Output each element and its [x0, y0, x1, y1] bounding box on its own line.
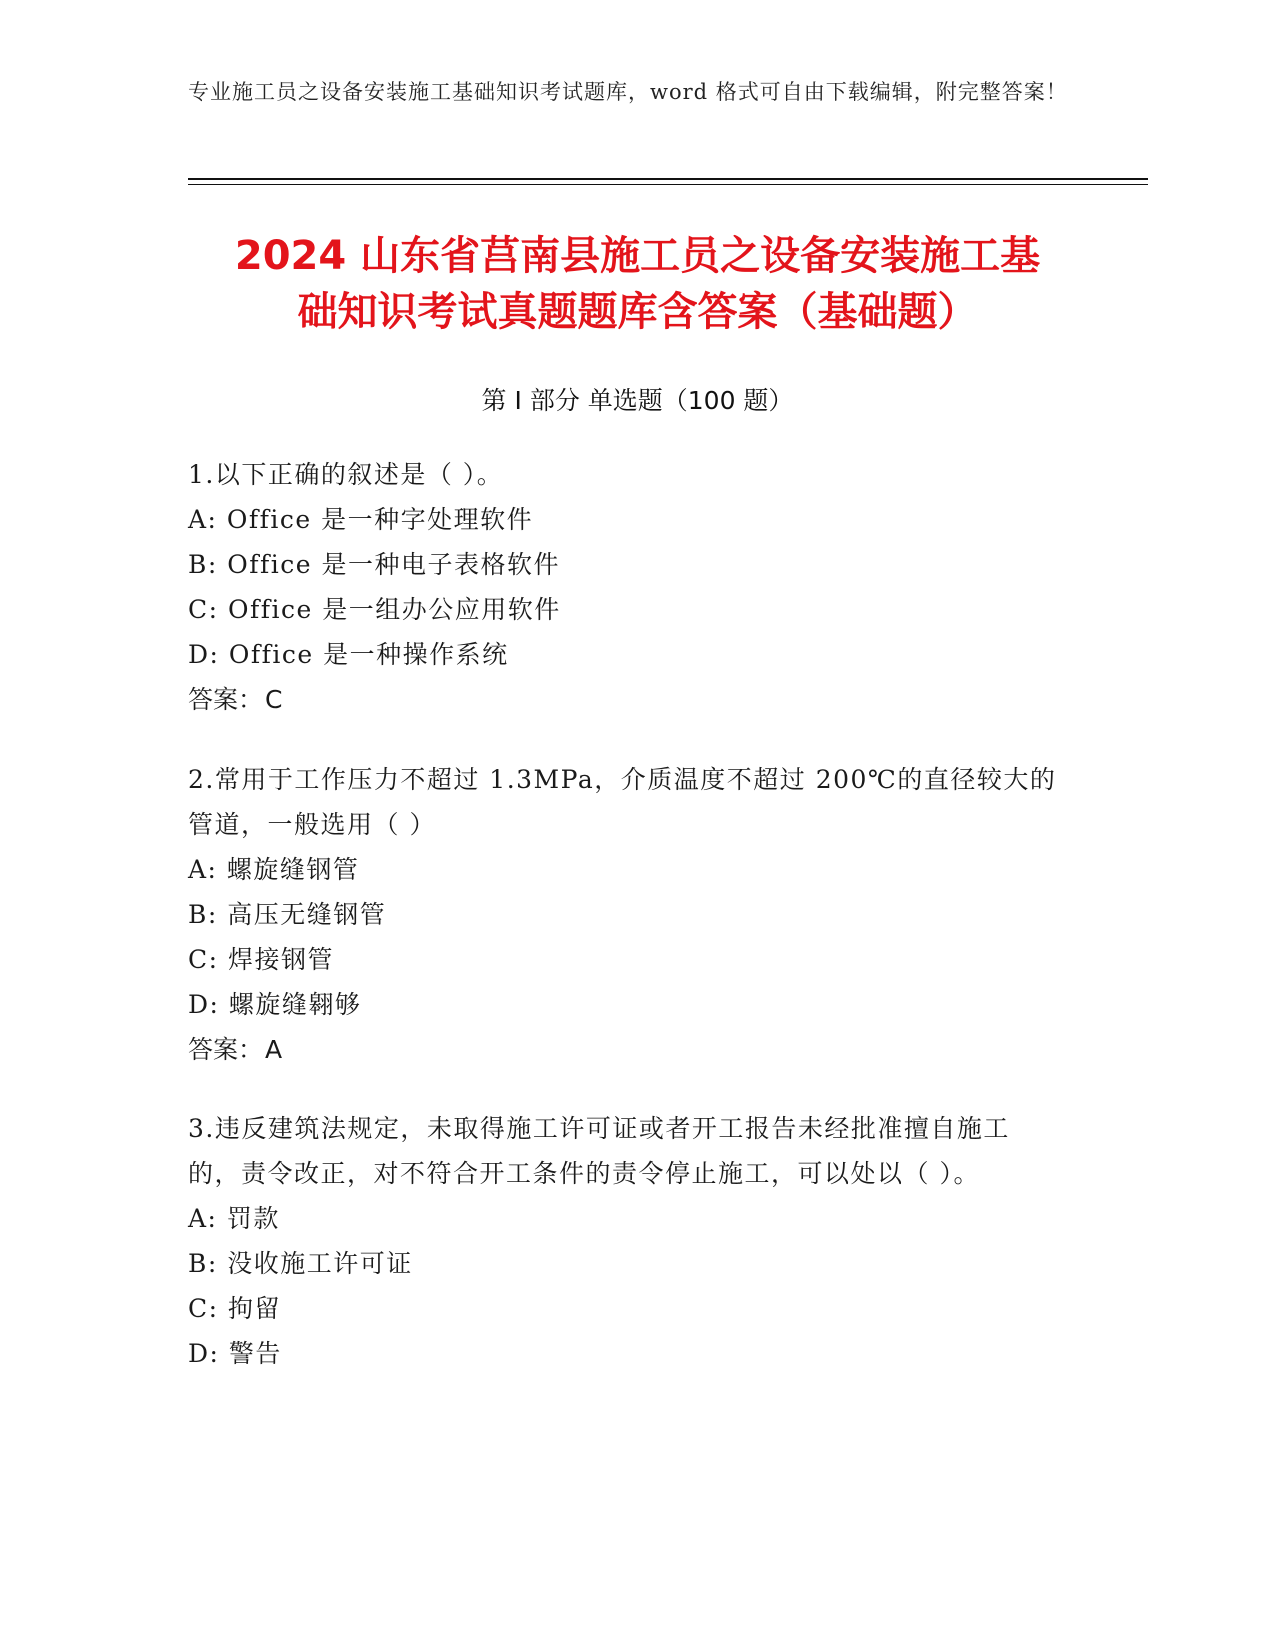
option-d: D: Office 是一种操作系统: [188, 640, 509, 669]
question-stem: 2.常用于工作压力不超过 1.3MPa，介质温度不超过 200℃的直径较大的管道，一般选用（ ）: [188, 765, 1057, 839]
option-c: C: 拘留: [188, 1294, 281, 1323]
option-b: B: 高压无缝钢管: [188, 900, 387, 929]
option-b: B: 没收施工许可证: [188, 1249, 413, 1278]
question-3: [188, 1106, 1058, 1376]
answer-value: C: [265, 685, 283, 714]
option-a: A: 螺旋缝钢管: [188, 855, 360, 884]
option-b: B: Office 是一种电子表格软件: [188, 550, 560, 579]
section-title: 第 I 部分 单选题（100 题）: [481, 386, 794, 415]
header-rule-thin: [188, 184, 1148, 185]
title-line-2: 础知识考试真题题库含答案（基础题）: [297, 289, 978, 335]
header-note: 专业施工员之设备安装施工基础知识考试题库，word 格式可自由下载编辑，附完整答案！: [188, 80, 1068, 104]
question-1: [188, 452, 1058, 722]
question-2: [188, 757, 1058, 1072]
answer-label: 答案：: [188, 685, 264, 714]
option-a: A: Office 是一种字处理软件: [188, 505, 534, 534]
document-title: [160, 228, 1115, 340]
title-line-1: 2024 山东省莒南县施工员之设备安装施工基: [234, 233, 1041, 279]
answer-value: A: [265, 1035, 283, 1064]
option-c: C: Office 是一组办公应用软件: [188, 595, 561, 624]
option-a: A: 罚款: [188, 1204, 280, 1233]
question-stem: 3.违反建筑法规定，未取得施工许可证或者开工报告未经批准擅自施工的，责令改正，对不符合开工条件的责令停止施工，可以处以（ ）。: [188, 1114, 1010, 1188]
question-stem: 1.以下正确的叙述是（ ）。: [188, 460, 504, 489]
answer-line: [188, 677, 1058, 722]
option-d: D: 螺旋缝翱够: [188, 990, 362, 1019]
option-c: C: 焊接钢管: [188, 945, 334, 974]
header-rule-thick: [188, 178, 1148, 180]
answer-line: [188, 1027, 1058, 1072]
option-d: D: 警告: [188, 1339, 282, 1368]
answer-label: 答案：: [188, 1035, 264, 1064]
